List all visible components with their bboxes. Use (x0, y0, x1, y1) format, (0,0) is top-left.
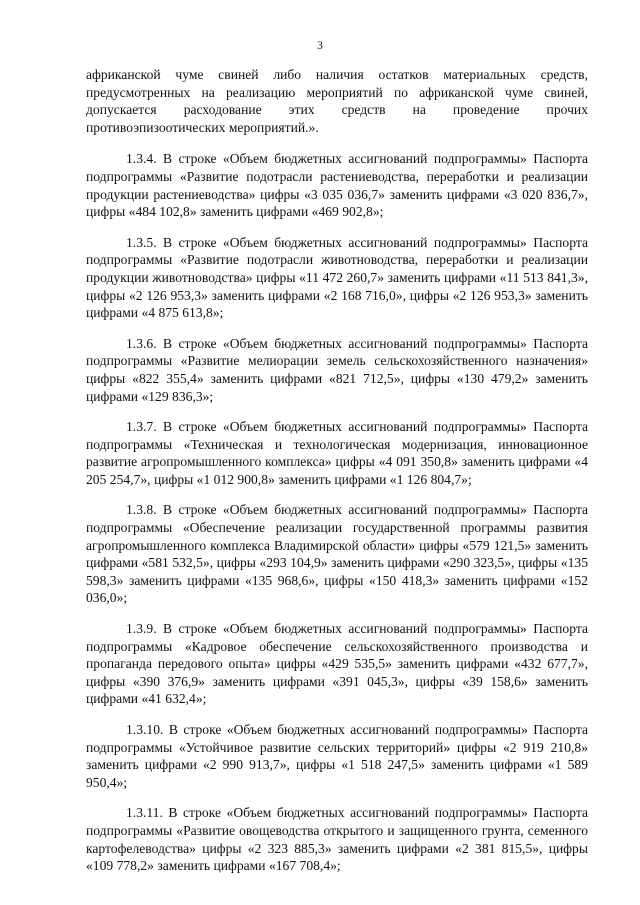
page-number: 3 (317, 40, 323, 52)
document-body (86, 66, 588, 888)
paragraph-item-1-3-5: 1.3.5. В строке «Объем бюджетных ассигнований подпрограммы» Паспорта подпрограммы «Развитие подотрасли животноводства, переработки и реализации продукции животноводства» цифры «11 472 260,7» заменить цифрами «11 513 841,3», цифры «2 126 953,3» заменить цифрами «2 168 716,0», цифры «2 126 953,3» заменить цифрами «4 875 613,8»; (86, 234, 588, 321)
paragraph-item-1-3-9: 1.3.9. В строке «Объем бюджетных ассигнований подпрограммы» Паспорта подпрограммы «Кадровое обеспечение сельскохозяйственного производства и пропаганда передового опыта» цифры «429 535,5» заменить цифрами «432 677,7», цифры «390 376,9» заменить цифрами «391 045,3», цифры «39 158,6» заменить цифрами «41 632,4»; (86, 621, 588, 707)
paragraph-continuation: африканской чуме свиней либо наличия остатков материальных средств, предусмотренных на реализацию мероприятий по африканской чуме свиней, допускается расходование этих средств на проведение прочих противоэпизоотических мероприятий.». (86, 67, 588, 135)
paragraph-item-1-3-10: 1.3.10. В строке «Объем бюджетных ассигнований подпрограммы» Паспорта подпрограммы «Устойчивое развитие сельских территорий» цифры «2 919 210,8» заменить цифрами «2 990 913,7», цифры «1 518 247,5» заменить цифрами «1 589 950,4»; (86, 722, 588, 790)
paragraph-item-1-3-4: 1.3.4. В строке «Объем бюджетных ассигнований подпрограммы» Паспорта подпрограммы «Развитие подотрасли растениеводства, переработки и реализации продукции растениеводства» цифры «3 035 036,7» заменить цифрами «3 020 836,7», цифры «484 102,8» заменить цифрами «469 902,8»; (86, 151, 588, 220)
paragraph-item-1-3-11: 1.3.11. В строке «Объем бюджетных ассигнований подпрограммы» Паспорта подпрограммы «Развитие овощеводства открытого и защищенного грунта, семенного картофелеводства» цифры «2 323 885,3» заменить цифрами «2 381 815,5», цифры «109 778,2» заменить цифрами «167 708,4»; (86, 805, 588, 874)
paragraph-item-1-3-7: 1.3.7. В строке «Объем бюджетных ассигнований подпрограммы» Паспорта подпрограммы «Техническая и технологическая модернизация, инновационное развитие агропромышленного комплекса» цифры «4 091 350,8» заменить цифрами «4 205 254,7», цифры «1 012 900,8» заменить цифрами «1 126 804,7»; (86, 419, 588, 487)
paragraph-item-1-3-6: 1.3.6. В строке «Объем бюджетных ассигнований подпрограммы» Паспорта подпрограммы «Развитие мелиорации земель сельскохозяйственного назначения» цифры «822 355,4» заменить цифрами «821 712,5», цифры «130 479,2» заменить цифрами «129 836,3»; (86, 335, 588, 404)
paragraph-item-1-3-8: 1.3.8. В строке «Объем бюджетных ассигнований подпрограммы» Паспорта подпрограммы «Обеспечение реализации государственной программы развития агропромышленного комплекса Владимирской области» цифры «579 121,5» заменить цифрами «581 532,5», цифры «293 104,9» заменить цифрами «290 323,5», цифры «135 598,3» заменить цифрами «135 968,6», цифры «150 418,3» заменить цифрами «152 036,0»; (86, 502, 588, 606)
